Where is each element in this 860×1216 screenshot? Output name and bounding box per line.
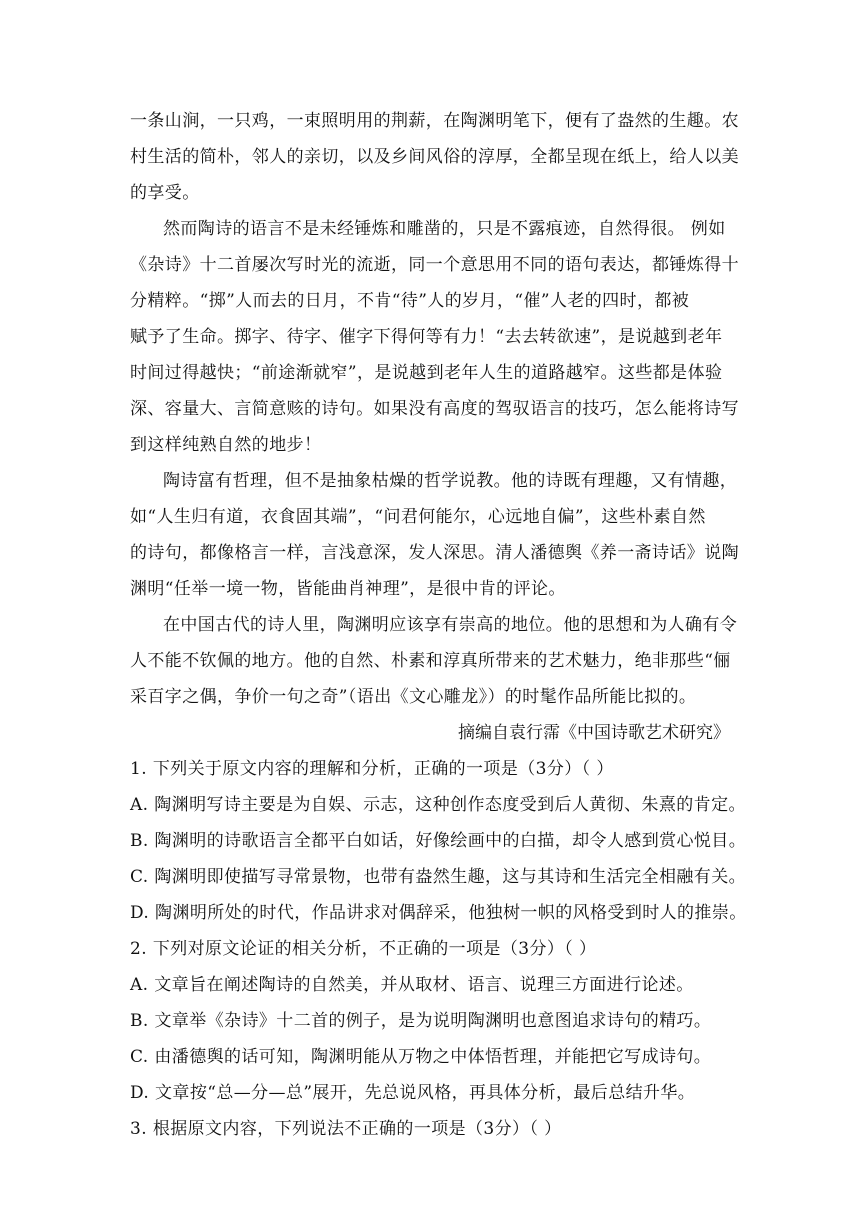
paragraph-4-line: 在中国古代的诗人里，陶渊明应该享有崇高的地位。他的思想和为人确有令 (163, 615, 738, 635)
paragraph-2-line: 分精粹。“掷”人而去的日月，不肯“待”人的岁月，“催”人老的四时，都被 (130, 291, 690, 311)
paragraph-2-line: 然而陶诗的语言不是未经锤炼和雕凿的，只是不露痕迹，自然得很。 例如 (163, 219, 726, 239)
question-2-option-a: A. 文章旨在阐述陶诗的自然美，并从取材、语言、说理三方面进行论述。 (130, 975, 694, 995)
paragraph-3-line: 的诗句，都像格言一样，言浅意深，发人深思。清人潘德舆《养一斋诗话》说陶 (130, 543, 739, 563)
question-1-stem: 1. 下列关于原文内容的理解和分析，正确的一项是（3分）（ ） (130, 759, 614, 779)
paragraph-4-line: 人不能不钦佩的地方。他的自然、朴素和淳真所带来的艺术魅力，绝非那些“俪 (130, 651, 731, 671)
paragraph-1-line: 村生活的简朴，邻人的亲切，以及乡间风俗的淳厚，全都呈现在纸上，给人以美 (130, 147, 739, 167)
paragraph-2-line: 深、容量大、言简意赅的诗句。如果没有高度的驾驭语言的技巧，怎么能将诗写 (130, 399, 739, 419)
question-2-option-c: C. 由潘德舆的话可知，陶渊明能从万物之中体悟哲理，并能把它写成诗句。 (130, 1047, 712, 1067)
paragraph-3-line: 陶诗富有哲理，但不是抽象枯燥的哲学说教。他的诗既有理趣，又有情趣， (163, 471, 738, 491)
paragraph-2-line: 时间过得越快；“前途渐就窄”，是说越到老年人生的道路越窄。这些都是体验 (130, 363, 723, 383)
paragraph-3-line: 渊明“任举一境一物，皆能曲肖神理”，是很中肯的评论。 (130, 579, 566, 599)
question-1-option-a: A. 陶渊明写诗主要是为自娱、示志，这种创作态度受到后人黄彻、朱熹的肯定。 (130, 795, 746, 815)
paragraph-1-line: 一条山涧，一只鸡，一束照明用的荆薪，在陶渊明笔下，便有了盎然的生趣。农 (130, 111, 739, 131)
question-3-stem: 3. 根据原文内容，下列说法不正确的一项是（3分）（ ） (130, 1119, 562, 1139)
question-1-option-c: C. 陶渊明即使描写寻常景物，也带有盎然生趣，这与其诗和生活完全相融有关。 (130, 867, 747, 887)
paragraph-2-line: 赋予了生命。掷字、待字、催字下得何等有力！“去去转欲速”，是说越到老年 (130, 327, 723, 347)
paragraph-3-line: 如“人生归有道，衣食固其端”，“问君何能尔，心远地自偏”，这些朴素自然 (130, 507, 706, 527)
paragraph-2-line: 《杂诗》十二首屡次写时光的流逝，同一个意思用不同的语句表达，都锤炼得十 (130, 255, 739, 275)
question-2-option-b: B. 文章举《杂诗》十二首的例子，是为说明陶渊明也意图追求诗句的精巧。 (130, 1011, 712, 1031)
question-1-option-d: D. 陶渊明所处的时代，作品讲求对偶辞采，他独树一帜的风格受到时人的推崇。 (130, 903, 747, 923)
paragraph-4-line: 采百字之偶，争价一句之奇”（语出《文心雕龙》）的时髦作品所能比拟的。 (130, 687, 697, 707)
question-2-stem: 2. 下列对原文论证的相关分析，不正确的一项是（3分）（ ） (130, 939, 597, 959)
question-2-option-d: D. 文章按“总—分—总”展开，先总说风格，再具体分析，最后总结升华。 (130, 1083, 696, 1103)
source-citation: 摘编自袁行霈《中国诗歌艺术研究》 (458, 723, 730, 743)
paragraph-1-line: 的享受。 (130, 183, 200, 203)
paragraph-2-line: 到这样纯熟自然的地步！ (130, 435, 322, 455)
question-1-option-b: B. 陶渊明的诗歌语言全都平白如话，好像绘画中的白描，却令人感到赏心悦目。 (130, 831, 747, 851)
